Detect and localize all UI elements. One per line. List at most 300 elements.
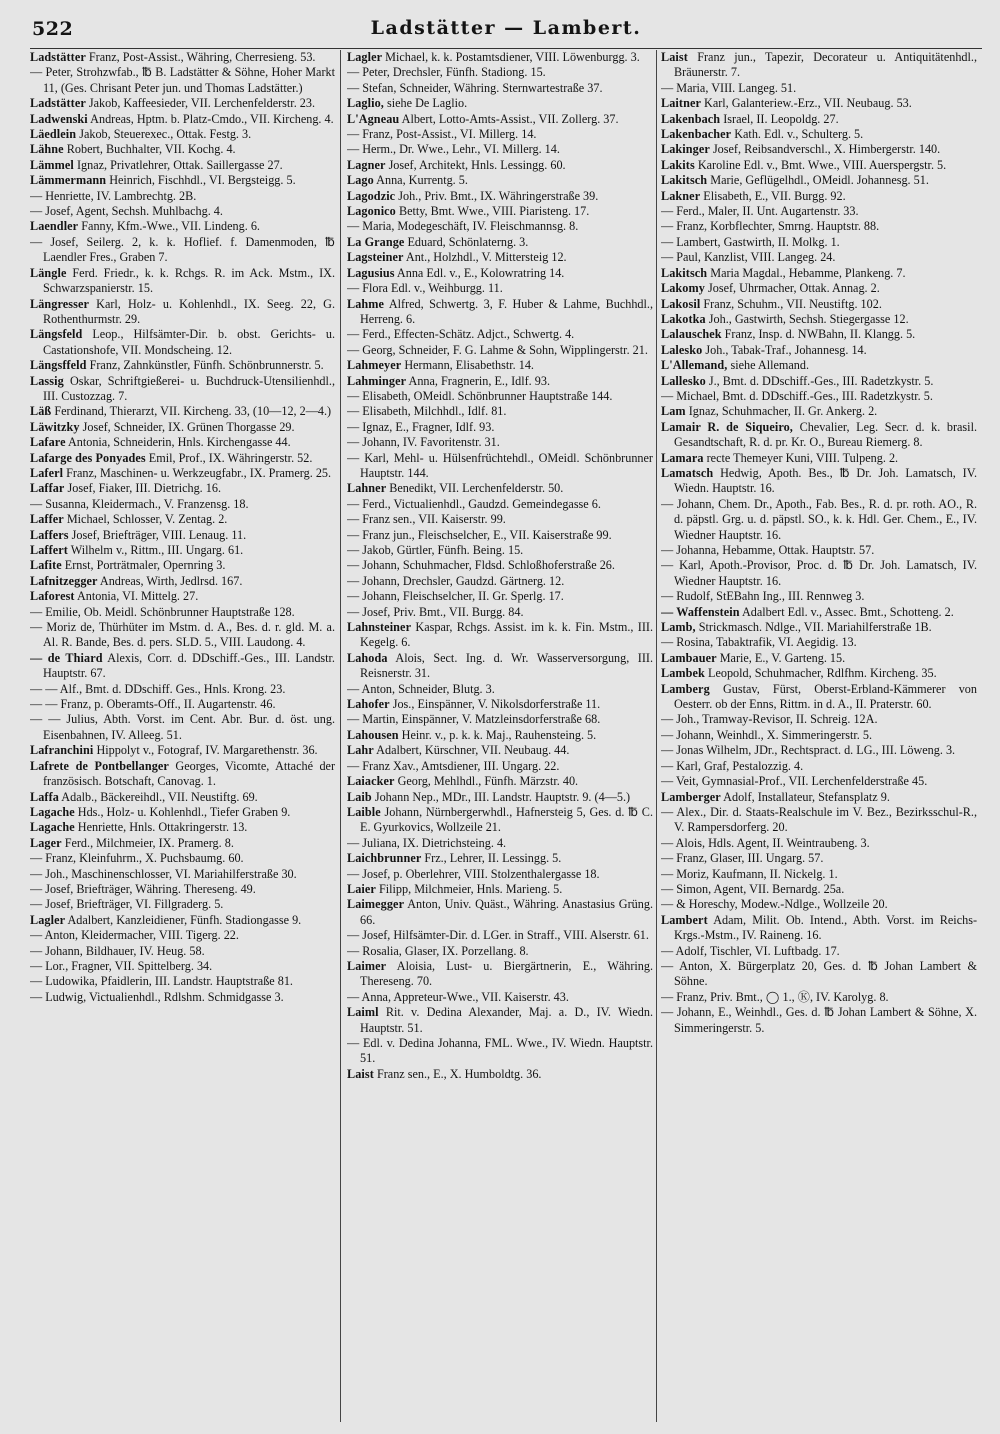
entry-details: — Herm., Dr. Wwe., Lehr., VI. Millerg. 14.: [347, 142, 560, 157]
entry-details: Hermann, Elisabethstr. 14.: [401, 358, 534, 373]
entry-details: Elisabeth, E., VII. Burgg. 92.: [700, 188, 846, 203]
entry-details: Strickmasch. Ndlge., VII. Mariahilferstraße 1B.: [695, 620, 932, 635]
entry-surname: Lahme: [347, 296, 385, 311]
entry-details: — Flora Edl. v., Weihburgg. 11.: [347, 281, 503, 296]
entry-surname: Lahminger: [347, 373, 407, 388]
directory-entry: [30, 96, 335, 111]
directory-entry: [30, 712, 335, 743]
entry-details: Adalb., Bäckereihdl., VII. Neustiftg. 69.: [58, 789, 258, 804]
directory-entry: [347, 944, 653, 959]
entry-surname: Längle: [30, 265, 67, 280]
entry-details: — Paul, Kanzlist, VIII. Langeg. 24.: [661, 250, 836, 265]
entry-surname: Laichbrunner: [347, 851, 422, 866]
entry-details: Gustav, Fürst, Oberst-Erbland-Kämmerer von Oesterr. ob der Enns, Rittm. in d. A., II. Praterstr. 60.: [674, 681, 977, 712]
directory-entry: [661, 728, 977, 743]
entry-details: — Ludowika, Pfaidlerin, III. Landstr. Hauptstraße 81.: [30, 974, 293, 989]
entry-details: — Alois, Hdls. Agent, II. Weintraubeng. 3.: [661, 835, 870, 850]
entry-surname: Laforest: [30, 589, 75, 604]
directory-entry: [30, 836, 335, 851]
entry-surname: Laglio,: [347, 96, 384, 111]
entry-details: — Johann, IV. Favoritenstr. 31.: [347, 435, 500, 450]
directory-entry: [347, 528, 653, 543]
directory-entry: [30, 990, 335, 1005]
directory-entry: [30, 235, 335, 266]
directory-entry: [661, 913, 977, 944]
entry-surname: Läß: [30, 404, 52, 419]
directory-entry: [661, 743, 977, 758]
directory-entry: [347, 959, 653, 990]
entry-surname: Lagsteiner: [347, 250, 404, 265]
directory-entry: [347, 712, 653, 727]
directory-entry: [347, 112, 653, 127]
directory-entry: [661, 219, 977, 234]
entry-details: Karoline Edl. v., Bmt. Wwe., VIII. Auerspergstr. 5.: [694, 157, 947, 172]
entry-details: Adalbert Edl. v., Assec. Bmt., Schotteng. 2.: [739, 604, 954, 619]
directory-entry: [661, 466, 977, 497]
entry-surname: Laist: [347, 1066, 374, 1081]
entry-surname: Lalauschek: [661, 327, 722, 342]
directory-entry: [347, 235, 653, 250]
directory-entry: [661, 990, 977, 1005]
directory-entry: [347, 374, 653, 389]
directory-entry: [661, 250, 977, 265]
entry-details: — Anton, X. Bürgerplatz 20, Ges. d. ℔ Johan Lambert & Söhne.: [661, 958, 977, 989]
entry-surname: Lafarge des Ponyades: [30, 450, 146, 465]
directory-entry: [347, 420, 653, 435]
directory-entry: [661, 158, 977, 173]
directory-entry: [661, 759, 977, 774]
column-divider: [340, 50, 341, 1422]
directory-column-1: [30, 50, 335, 1420]
directory-column-3: [661, 50, 977, 1420]
entry-details: — Henriette, IV. Lambrechtg. 2B.: [30, 188, 197, 203]
directory-entry: [347, 327, 653, 342]
directory-entry: [661, 266, 977, 281]
entry-details: Josef, Uhrmacher, Ottak. Annag. 2.: [704, 281, 880, 296]
directory-entry: [30, 127, 335, 142]
entry-details: J., Bmt. d. DDschiff.-Ges., III. Radetzkystr. 5.: [705, 373, 934, 388]
entry-details: Marie, E., V. Garteng. 15.: [716, 650, 846, 665]
directory-entry: [30, 805, 335, 820]
entry-surname: Laiacker: [347, 774, 395, 789]
directory-entry: [661, 805, 977, 836]
entry-details: — Ferd., Effecten-Schätz. Adjct., Schwertg. 4.: [347, 327, 575, 342]
entry-surname: Lassig: [30, 373, 64, 388]
directory-entry: [661, 404, 977, 419]
entry-details: Ernst, Porträtmaler, Opernring 3.: [61, 558, 226, 573]
entry-details: — Josef, Agent, Sechsh. Muhlbachg. 4.: [30, 204, 223, 219]
entry-surname: Laitner: [661, 96, 701, 111]
directory-entry: [30, 651, 335, 682]
directory-entry: [30, 759, 335, 790]
entry-surname: Lamatsch: [661, 465, 714, 480]
directory-entry: [30, 189, 335, 204]
entry-details: Josef, Architekt, Hnls. Lessingg. 60.: [385, 157, 566, 172]
entry-details: — Franz Xav., Amtsdiener, III. Ungarg. 22.: [347, 758, 560, 773]
entry-details: Kath. Edl. v., Schulterg. 5.: [731, 127, 864, 142]
entry-details: — Veit, Gymnasial-Prof., VII. Lerchenfelderstraße 45.: [661, 774, 928, 789]
entry-details: siehe De Laglio.: [383, 96, 468, 111]
entry-details: Ferd. Friedr., k. k. Rchgs. R. im Ack. Mstm., IX. Schwarzspanierstr. 15.: [43, 265, 335, 296]
entry-surname: Laib: [347, 789, 372, 804]
directory-entry: [30, 466, 335, 481]
directory-entry: [347, 759, 653, 774]
directory-entry: [661, 959, 977, 990]
entry-details: — Johann, Weinhdl., X. Simmeringerstr. 5.: [661, 727, 873, 742]
directory-entry: [30, 266, 335, 297]
entry-details: Ant., Holzhdl., V. Mittersteig 12.: [403, 250, 567, 265]
entry-details: Heinrich, Fischhdl., VI. Bergsteigg. 5.: [106, 173, 296, 188]
entry-surname: Lagner: [347, 157, 386, 172]
entry-details: Hds., Holz- u. Kohlenhdl., Tiefer Graben 9.: [74, 804, 291, 819]
directory-entry: [661, 297, 977, 312]
entry-details: Johann, Nürnbergerwhdl., Hafnersteig 5, Ges. d. ℔ C. E. Gyurkovics, Wollzeile 21.: [360, 804, 653, 835]
entry-details: Franz, Post-Assist., Währing, Cherresieng. 53.: [85, 50, 316, 64]
entry-surname: Läwitzky: [30, 419, 80, 434]
entry-details: — Lor., Fragner, VII. Spittelberg. 34.: [30, 958, 213, 973]
entry-details: Chevalier, Leg. Secr. d. k. brasil. Gesandtschaft, R. d. pr. Kr. O., Bureau Riemerg. 8.: [674, 419, 977, 450]
entry-details: — Rosalia, Glaser, IX. Porzellang. 8.: [347, 943, 529, 958]
directory-entry: [30, 50, 335, 65]
directory-entry: [661, 142, 977, 157]
entry-surname: Laendler: [30, 219, 79, 234]
entry-details: — & Horeschy, Modew.-Ndlge., Wollzeile 20.: [661, 897, 888, 912]
entry-details: — Lambert, Gastwirth, II. Molkg. 1.: [661, 234, 840, 249]
entry-details: — Elisabeth, Milchhdl., Idlf. 81.: [347, 404, 507, 419]
entry-details: — Johann, Chem. Dr., Apoth., Fab. Bes., R. d. pr. roth. AO., R. d. päpstl. Grg. u. d. päpstl. SO., k. k. Hdl. Ger. Chem., E., IV. Wiedner Hauptstr. 16.: [661, 496, 977, 542]
entry-details: Ignaz, Schuhmacher, II. Gr. Ankerg. 2.: [685, 404, 878, 419]
entry-details: — Johann, Schuhmacher, Fldsd. Schloßhoferstraße 26.: [347, 558, 615, 573]
entry-surname: Lambert: [661, 912, 708, 927]
entry-details: Franz, Schuhm., VII. Neustiftg. 102.: [700, 296, 882, 311]
directory-entry: [30, 142, 335, 157]
directory-entry: [30, 820, 335, 835]
entry-details: — Ignaz, E., Fragner, Idlf. 93.: [347, 419, 495, 434]
entry-surname: Lafite: [30, 558, 62, 573]
directory-entry: [30, 790, 335, 805]
directory-entry: [347, 558, 653, 573]
entry-details: — Emilie, Ob. Meidl. Schönbrunner Hauptstraße 128.: [30, 604, 295, 619]
entry-surname: Lahofer: [347, 697, 390, 712]
directory-entry: [661, 204, 977, 219]
entry-details: Leopold, Schuhmacher, Rdlfhm. Kircheng. 35.: [704, 666, 937, 681]
directory-entry: [661, 651, 977, 666]
entry-details: — — Julius, Abth. Vorst. im Cent. Abr. Bur. d. öst. ung. Eisenbahnen, IV. Alleeg. 51.: [30, 712, 335, 742]
directory-entry: [347, 620, 653, 651]
entry-details: — Rosina, Tabaktrafik, VI. Aegidig. 13.: [661, 635, 857, 650]
entry-details: — Johann, E., Weinhdl., Ges. d. ℔ Johan Lambert & Söhne, X. Simmeringerstr. 5.: [661, 1005, 977, 1035]
directory-entry: [661, 189, 977, 204]
directory-entry: [347, 481, 653, 496]
directory-entry: [347, 589, 653, 604]
entry-details: — Martin, Einspänner, V. Matzleinsdorferstraße 68.: [347, 712, 601, 727]
directory-entry: [661, 712, 977, 727]
entry-details: — Franz, Glaser, III. Ungarg. 57.: [661, 851, 824, 866]
directory-entry: [30, 697, 335, 712]
entry-details: — Anna, Appreteur-Wwe., VII. Kaiserstr. 43.: [347, 989, 569, 1004]
entry-surname: Lagler: [347, 50, 383, 64]
entry-details: — Josef, Hilfsämter-Dir. d. LGer. in Straff., VIII. Alserstr. 61.: [347, 928, 649, 943]
entry-surname: Laffers: [30, 527, 69, 542]
directory-entry: [30, 682, 335, 697]
directory-entry: [347, 928, 653, 943]
entry-surname: Lahnsteiner: [347, 620, 412, 635]
entry-surname: Laible: [347, 804, 381, 819]
directory-entry: [347, 219, 653, 234]
entry-details: — Karl, Mehl- u. Hülsenfrüchtehdl., OMeidl. Schönbrunner Hauptstr. 144.: [347, 450, 653, 480]
directory-entry: [30, 481, 335, 496]
directory-entry: [30, 65, 335, 96]
entry-details: Jos., Einspänner, V. Nikolsdorferstraße 11.: [389, 697, 601, 712]
entry-surname: — de Thiard: [30, 650, 103, 665]
entry-surname: Lamberger: [661, 789, 721, 804]
directory-entry: [30, 204, 335, 219]
entry-details: Antonia, Schneiderin, Hnls. Kirchengasse 44.: [65, 435, 291, 450]
entry-details: — Josef, Priv. Bmt., VII. Burgg. 84.: [347, 604, 524, 619]
directory-entry: [661, 836, 977, 851]
entry-surname: Lahmeyer: [347, 358, 402, 373]
entry-details: — Ferd., Victualienhdl., Gaudzd. Gemeindegasse 6.: [347, 496, 601, 511]
entry-surname: Lager: [30, 835, 62, 850]
entry-surname: Lakenbach: [661, 111, 721, 126]
entry-details: — Michael, Bmt. d. DDschiff.-Ges., III. Radetzkystr. 5.: [661, 388, 933, 403]
directory-entry: [661, 790, 977, 805]
directory-entry: [661, 635, 977, 650]
entry-details: Jakob, Kaffeesieder, VII. Lerchenfelderstr. 23.: [85, 96, 316, 111]
entry-surname: Ladstätter: [30, 50, 86, 64]
entry-details: — Karl, Graf, Pestalozzig. 4.: [661, 758, 804, 773]
entry-details: Josef, Schneider, IX. Grünen Thorgasse 29.: [79, 419, 295, 434]
directory-entry: [30, 219, 335, 234]
directory-entry: [347, 605, 653, 620]
entry-surname: Lakomy: [661, 281, 705, 296]
entry-surname: Laffa: [30, 789, 59, 804]
directory-entry: [347, 774, 653, 789]
directory-entry: [347, 743, 653, 758]
directory-entry: [347, 173, 653, 188]
entry-surname: Laferl: [30, 465, 64, 480]
directory-entry: [661, 374, 977, 389]
entry-surname: Laffar: [30, 481, 65, 496]
directory-entry: [347, 358, 653, 373]
entry-surname: Laiml: [347, 1005, 379, 1020]
entry-surname: Lahousen: [347, 727, 399, 742]
directory-entry: [30, 158, 335, 173]
entry-details: Albert, Lotto-Amts-Assist., VII. Zollerg. 37.: [399, 111, 619, 126]
entry-details: — Franz jun., Fleischselcher, E., VII. Kaiserstraße 99.: [347, 527, 612, 542]
entry-surname: Laimegger: [347, 897, 405, 912]
directory-entry: [347, 990, 653, 1005]
entry-details: Wilhelm v., Rittm., III. Ungarg. 61.: [67, 543, 244, 557]
entry-details: Franz, Maschinen- u. Werkzeugfabr., IX. Pramerg. 25.: [63, 465, 332, 480]
entry-details: — Maria, Modegeschäft, IV. Fleischmannsg. 8.: [347, 219, 579, 234]
entry-surname: Längsffeld: [30, 358, 87, 373]
directory-entry: [347, 50, 653, 65]
directory-entry: [30, 620, 335, 651]
entry-surname: — Waffenstein: [661, 604, 740, 619]
entry-details: Hippolyt v., Fotograf, IV. Margarethenstr. 36.: [93, 743, 318, 758]
directory-entry: [661, 127, 977, 142]
entry-surname: Lagache: [30, 820, 75, 835]
entry-details: Ferd., Milchmeier, IX. Pramerg. 8.: [61, 835, 234, 850]
entry-details: — — Alf., Bmt. d. DDschiff. Ges., Hnls. Krong. 23.: [30, 681, 286, 696]
entry-details: — Moriz, Kaufmann, II. Nickelg. 1.: [661, 866, 838, 881]
entry-details: Franz, Zahnkünstler, Fünfh. Schönbrunnerstr. 5.: [86, 358, 324, 373]
directory-entry: [347, 435, 653, 450]
directory-entry: [661, 944, 977, 959]
entry-details: — Josef, Briefträger, VI. Fillgraderg. 5.: [30, 897, 224, 912]
directory-entry: [30, 913, 335, 928]
directory-entry: [347, 1067, 653, 1082]
directory-entry: [347, 96, 653, 111]
directory-entry: [347, 882, 653, 897]
directory-entry: [347, 651, 653, 682]
directory-entry: [661, 50, 977, 81]
directory-entry: [661, 81, 977, 96]
entry-details: siehe Allemand.: [727, 358, 810, 373]
directory-entry: [661, 96, 977, 111]
entry-surname: Lambauer: [661, 650, 717, 665]
entry-details: Marie, Geflügelhdl., OMeidl. Johannesg. 51.: [707, 173, 929, 188]
entry-details: Betty, Bmt. Wwe., VIII. Piaristeng. 17.: [395, 204, 590, 219]
entry-surname: Lamara: [661, 450, 704, 465]
entry-details: — Franz, Post-Assist., VI. Millerg. 14.: [347, 127, 537, 142]
directory-entry: [347, 1036, 653, 1067]
entry-details: — Anton, Schneider, Blutg. 3.: [347, 681, 495, 696]
directory-entry: [347, 451, 653, 482]
entry-details: Maria Magdal., Hebamme, Plankeng. 7.: [707, 265, 906, 280]
entry-details: Andreas, Wirth, Jedlrsd. 167.: [97, 573, 243, 588]
entry-details: Antonia, VI. Mittelg. 27.: [74, 589, 199, 604]
entry-details: Kaspar, Rchgs. Assist. im k. k. Fin. Mstm., III. Kegelg. 6.: [360, 620, 653, 650]
entry-surname: Lagler: [30, 912, 66, 927]
entry-details: Anton, Univ. Quäst., Währing. Anastasius Grüng. 66.: [360, 897, 653, 927]
directory-entry: [30, 928, 335, 943]
entry-details: — Elisabeth, OMeidl. Schönbrunner Hauptstraße 144.: [347, 388, 613, 403]
entry-details: Hedwig, Apoth. Bes., ℔ Dr. Joh. Lamatsch, IV. Wiedn. Hauptstr. 16.: [674, 465, 977, 496]
entry-surname: Lakenbacher: [661, 127, 732, 142]
entry-surname: Lagonico: [347, 204, 396, 219]
entry-details: — Edl. v. Dedina Johanna, FML. Wwe., IV. Wiedn. Hauptstr. 51.: [347, 1036, 653, 1066]
entry-details: Benedikt, VII. Lerchenfelderstr. 50.: [386, 481, 564, 496]
entry-details: — Franz, Korbflechter, Smrng. Hauptstr. 88.: [661, 219, 880, 234]
entry-details: — Josef, p. Oberlehrer, VIII. Stolzenthalergasse 18.: [347, 866, 600, 881]
directory-entry: [347, 404, 653, 419]
running-head: Ladstätter — Lambert.: [370, 17, 642, 39]
entry-details: — Peter, Strohzwfab., ℔ B. Ladstätter & Söhne, Hoher Markt 11, (Ges. Chrisant Peter jun. und Thomas Ladstätter.): [30, 65, 335, 95]
entry-details: Robert, Buchhalter, VII. Kochg. 4.: [63, 142, 236, 157]
entry-details: Oskar, Schriftgießerei- u. Buchdruck-Utensilienhdl., III. Custozzag. 7.: [43, 373, 335, 403]
directory-entry: [347, 281, 653, 296]
entry-surname: Lamb,: [661, 620, 696, 635]
directory-entry: [661, 605, 977, 620]
entry-surname: Lalesko: [661, 342, 703, 357]
column-divider: [656, 50, 657, 1422]
directory-entry: [347, 297, 653, 328]
entry-surname: Laier: [347, 881, 376, 896]
entry-details: — Jakob, Gürtler, Fünfh. Being. 15.: [347, 543, 524, 557]
entry-surname: L'Agneau: [347, 111, 400, 126]
directory-entry: [347, 851, 653, 866]
entry-details: — Juliana, IX. Dietrichsteing. 4.: [347, 835, 507, 850]
entry-details: Ferdinand, Thierarzt, VII. Kircheng. 33, (10—12, 2—4.): [51, 404, 332, 419]
entry-details: — Alex., Dir. d. Staats-Realschule im V. Bez., Bezirksschul-R., V. Rampersdorferg. 20.: [661, 804, 977, 835]
entry-surname: Laffer: [30, 512, 64, 527]
directory-entry: [30, 404, 335, 419]
entry-details: — Joh., Maschinenschlosser, VI. Mariahilferstraße 30.: [30, 866, 297, 881]
directory-entry: [347, 389, 653, 404]
entry-details: — Franz, Kleinfuhrm., X. Puchsbaumg. 60.: [30, 851, 244, 866]
entry-surname: Lakner: [661, 188, 701, 203]
directory-entry: [30, 528, 335, 543]
entry-surname: Lähne: [30, 142, 64, 157]
entry-details: — Franz, Priv. Bmt., ◯ 1., Ⓚ, IV. Karolyg. 8.: [661, 989, 889, 1004]
directory-entry: [347, 497, 653, 512]
entry-details: Georg, Mehlhdl., Fünfh. Märzstr. 40.: [394, 774, 579, 789]
directory-entry: [347, 204, 653, 219]
entry-surname: Lallesko: [661, 373, 706, 388]
directory-entry: [30, 897, 335, 912]
entry-details: Ignaz, Privatlehrer, Ottak. Saillergasse 27.: [73, 157, 283, 172]
entry-details: Emil, Prof., IX. Währingerstr. 52.: [145, 450, 313, 465]
directory-entry: [347, 81, 653, 96]
directory-entry: [347, 897, 653, 928]
directory-entry: [661, 867, 977, 882]
entry-surname: Lafare: [30, 435, 66, 450]
directory-entry: [347, 343, 653, 358]
entry-surname: Lakitsch: [661, 173, 708, 188]
directory-entry: [661, 666, 977, 681]
entry-details: Israel, II. Leopoldg. 27.: [720, 111, 839, 126]
entry-surname: Lakinger: [661, 142, 710, 157]
entry-details: Michael, k. k. Postamtsdiener, VIII. Löwenburgg. 3.: [382, 50, 640, 64]
entry-details: Alfred, Schwertg. 3, F. Huber & Lahme, Buchhdl., Herreng. 6.: [360, 296, 653, 326]
directory-entry: [30, 851, 335, 866]
entry-surname: Lakitsch: [661, 265, 708, 280]
directory-entry: [661, 774, 977, 789]
directory-entry: [347, 805, 653, 836]
entry-details: — Georg, Schneider, F. G. Lahme & Sohn, Wipplingerstr. 21.: [347, 342, 648, 357]
entry-details: — Johann, Drechsler, Gaudzd. Gärtnerg. 12.: [347, 573, 565, 588]
directory-entry: [30, 558, 335, 573]
directory-entry: [347, 65, 653, 80]
entry-details: recte Themeyer Kuni, VIII. Tulpeng. 2.: [703, 450, 899, 465]
entry-details: — Anton, Kleidermacher, VIII. Tigerg. 22.: [30, 928, 239, 943]
entry-surname: Lakotka: [661, 311, 706, 326]
directory-entry: [30, 589, 335, 604]
entry-details: — Karl, Apoth.-Provisor, Proc. d. ℔ Dr. Joh. Lamatsch, IV. Wiedner Hauptstr. 16.: [661, 558, 977, 588]
directory-entry: [661, 358, 977, 373]
entry-details: Heinr. v., p. k. k. Maj., Rauhensteing. 5.: [398, 727, 597, 742]
entry-surname: Lafranchini: [30, 743, 94, 758]
directory-entry: [661, 281, 977, 296]
entry-surname: Ladwenski: [30, 111, 88, 126]
directory-entry: [661, 327, 977, 342]
entry-surname: La Grange: [347, 234, 405, 249]
directory-entry: [30, 974, 335, 989]
entry-surname: Lakosil: [661, 296, 701, 311]
directory-entry: [30, 944, 335, 959]
entry-details: Alois, Sect. Ing. d. Wr. Wasserversorgung, III. Reisnerstr. 31.: [360, 650, 653, 681]
entry-details: Michael, Schlosser, V. Zentag. 2.: [63, 512, 228, 527]
entry-surname: Lakits: [661, 157, 695, 172]
directory-entry: [30, 435, 335, 450]
entry-surname: Lahr: [347, 743, 374, 758]
entry-surname: Lam: [661, 404, 686, 419]
entry-details: Franz, Insp. d. NWBahn, II. Klangg. 5.: [721, 327, 916, 342]
directory-entry: [347, 127, 653, 142]
directory-entry: [661, 558, 977, 589]
